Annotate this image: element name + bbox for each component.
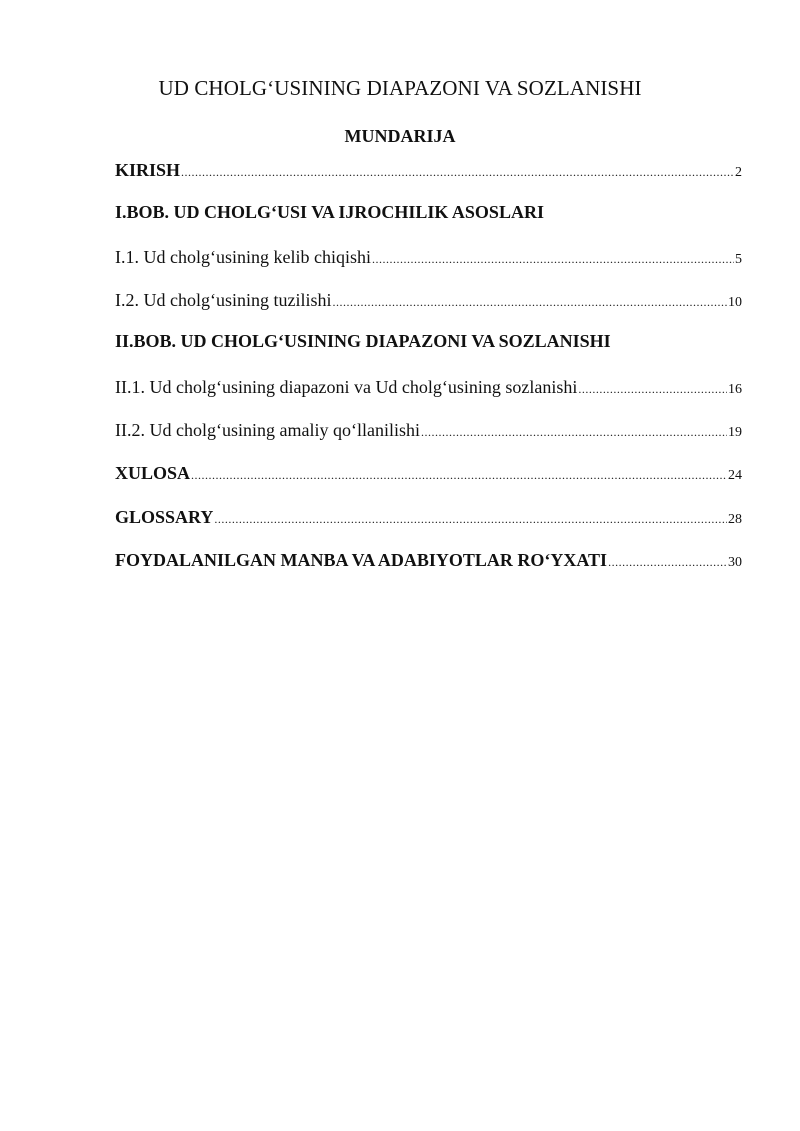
toc-entry-label: I.2. Ud cholg‘usining tuzilishi — [115, 290, 332, 310]
toc-page-number: 24 — [728, 468, 742, 483]
toc-entry-sources[interactable] — [115, 548, 742, 575]
toc-entry-section-1-2[interactable] — [115, 288, 742, 315]
toc-page-number: 2 — [735, 165, 742, 180]
toc-chapter-2-heading[interactable]: II.BOB. UD CHOLG‘USINING DIAPAZONI VA SOZLANISHI — [115, 331, 611, 351]
toc-leader-dots — [608, 550, 727, 574]
toc-page-number: 10 — [728, 295, 742, 310]
toc-entry-section-2-1[interactable] — [115, 375, 742, 402]
toc-entry-label: GLOSSARY — [115, 507, 214, 527]
toc-entry-glossary[interactable] — [115, 505, 742, 532]
toc-leader-dots — [578, 377, 727, 401]
toc-heading: MUNDARIJA — [344, 126, 456, 146]
toc-leader-dots — [332, 290, 727, 314]
toc-entry-label: II.1. Ud cholg‘usining diapazoni va Ud cholg‘usining sozlanishi — [115, 377, 578, 397]
toc-entry-section-1-1[interactable] — [115, 245, 742, 272]
toc-entry-xulosa[interactable] — [115, 461, 742, 488]
toc-entry-label: KIRISH — [115, 160, 181, 180]
toc-entry-label: FOYDALANILGAN MANBA VA ADABIYOTLAR RO‘YXATI — [115, 550, 608, 570]
toc-page-number: 28 — [728, 512, 742, 527]
toc-leader-dots — [181, 160, 734, 184]
toc-page-number: 19 — [728, 425, 742, 440]
toc-entry-label: XULOSA — [115, 463, 191, 483]
toc-chapter-1-heading[interactable]: I.BOB. UD CHOLG‘USI VA IJROCHILIK ASOSLARI — [115, 202, 544, 222]
toc-leader-dots — [421, 420, 727, 444]
toc-entry-section-2-2[interactable] — [115, 418, 742, 445]
toc-leader-dots — [191, 463, 727, 487]
document-title: UD CHOLG‘USINING DIAPAZONI VA SOZLANISHI — [158, 76, 642, 100]
toc-leader-dots — [214, 507, 727, 531]
toc-entry-kirish[interactable] — [115, 158, 742, 185]
toc-page-number: 30 — [728, 555, 742, 570]
toc-leader-dots — [372, 247, 734, 271]
toc-page-number: 5 — [735, 252, 742, 267]
toc-entry-label: II.2. Ud cholg‘usining amaliy qo‘llanilishi — [115, 420, 420, 440]
toc-entry-label: I.1. Ud cholg‘usining kelib chiqishi — [115, 247, 371, 267]
toc-page-number: 16 — [728, 382, 742, 397]
